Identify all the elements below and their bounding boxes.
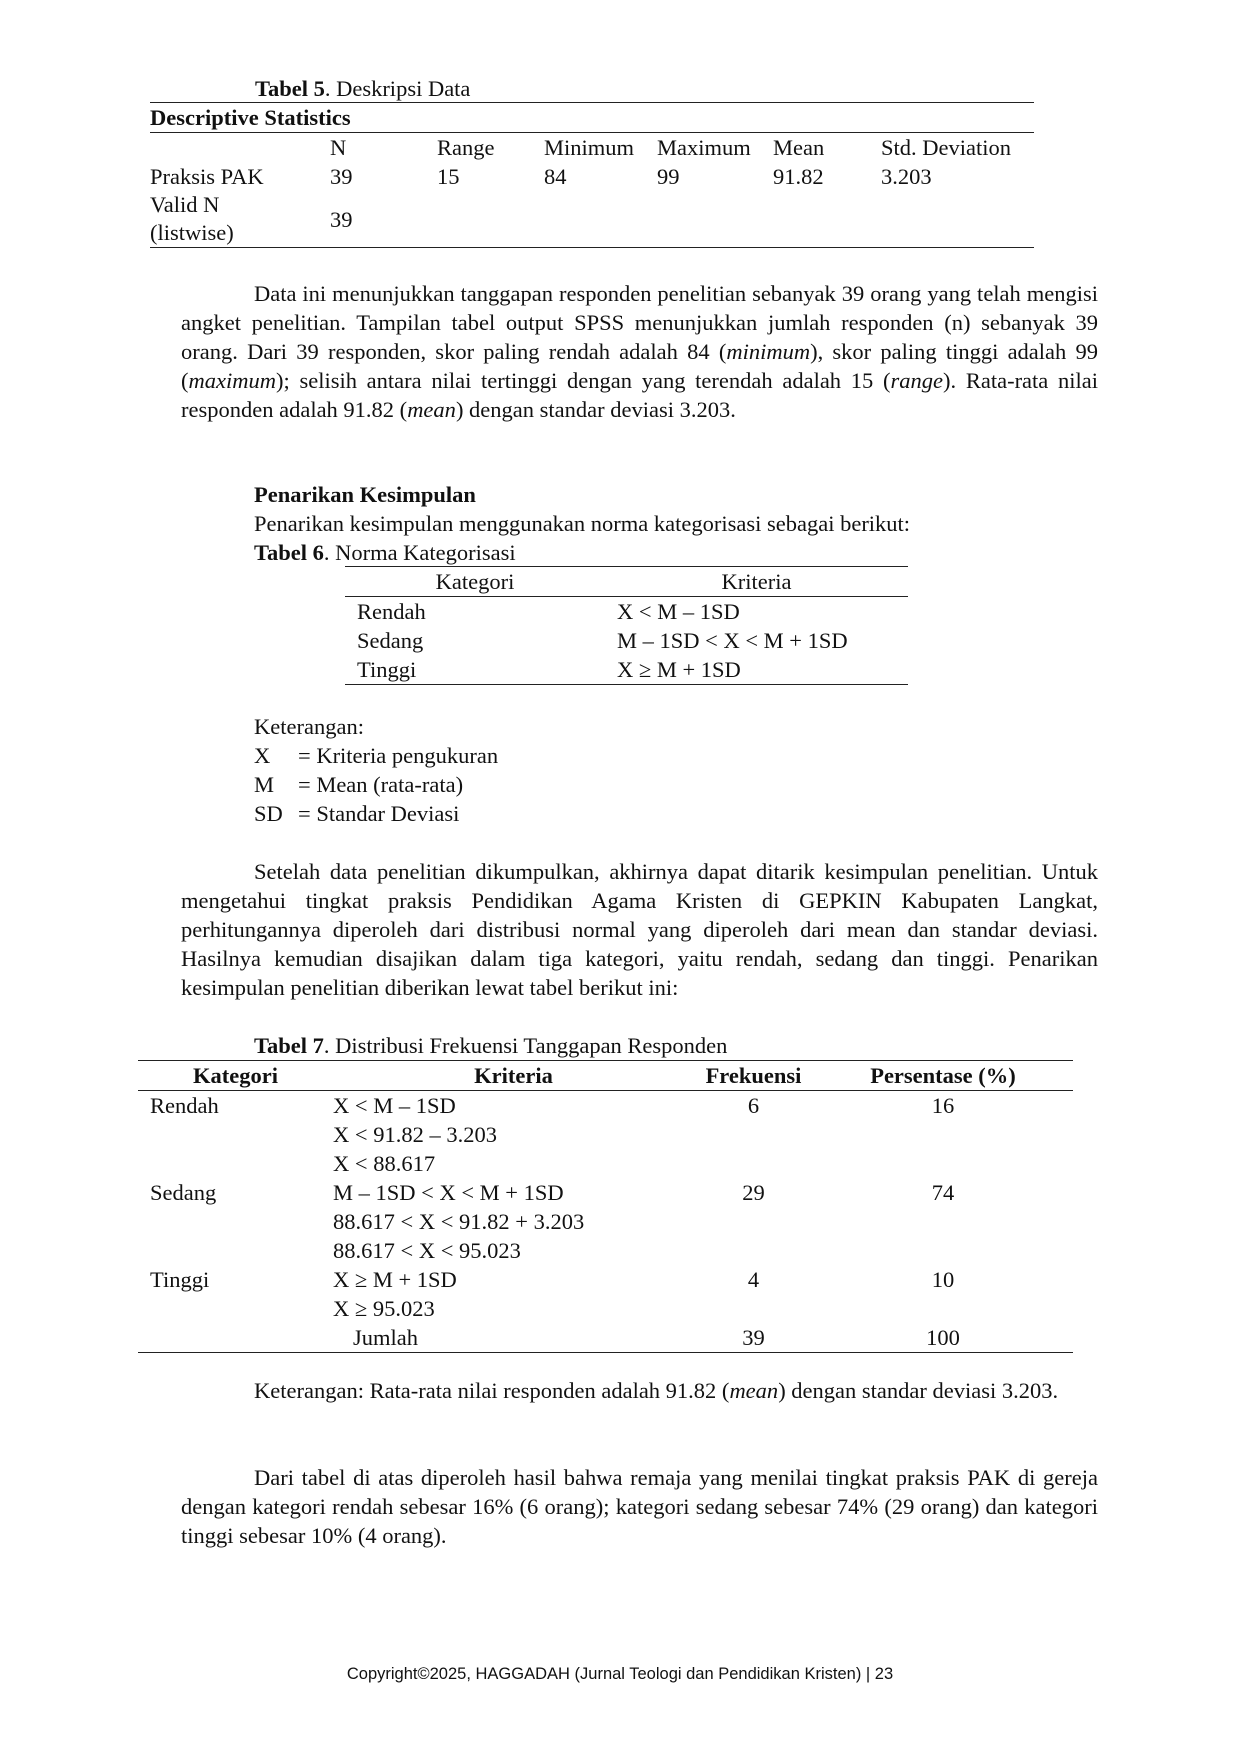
table5-col-range: Range bbox=[437, 135, 495, 160]
table6-cell: X < M – 1SD bbox=[617, 599, 740, 624]
table7-kriteria: X < 91.82 – 3.203 bbox=[333, 1122, 497, 1147]
table7-note: Keterangan: Rata-rata nilai responden adalah 91.82 (mean) dengan standar deviasi 3.203. bbox=[254, 1378, 1059, 1403]
table6-cell: M – 1SD < X < M + 1SD bbox=[617, 628, 848, 653]
table6-cell: Sedang bbox=[357, 628, 424, 653]
descriptive-statistics-table bbox=[150, 102, 1034, 248]
table-row bbox=[345, 597, 908, 627]
table6-col-kriteria: Kriteria bbox=[605, 567, 908, 597]
table7-caption: Tabel 7. Distribusi Frekuensi Tanggapan Responden bbox=[254, 1033, 728, 1058]
legend-item: SD = Standar Deviasi bbox=[254, 801, 460, 826]
table5-valid-n: 39 bbox=[330, 191, 437, 248]
table7-kriteria: X < 88.617 bbox=[333, 1151, 436, 1176]
table5-valid-label: Valid N (listwise) bbox=[150, 191, 330, 248]
table5-cell: 91.82 bbox=[773, 164, 824, 189]
legend bbox=[254, 712, 498, 828]
table7-kriteria: 88.617 < X < 95.023 bbox=[333, 1238, 521, 1263]
table7-col-persentase: Persentase (%) bbox=[813, 1061, 1073, 1091]
table7-col-kategori: Kategori bbox=[138, 1061, 333, 1091]
paragraph-hasil: Dari tabel di atas diperoleh hasil bahwa remaja yang menilai tingkat praksis PAK di gereja dengan kategori rendah sebesar 16% (6 orang); kategori sedang sebesar 74% (29 orang) dan kategori tinggi sebesar 10% (4 orang). bbox=[181, 1465, 1098, 1548]
table-row bbox=[138, 1178, 1073, 1207]
table5-heading: Descriptive Statistics bbox=[150, 103, 1034, 133]
section-intro: Penarikan kesimpulan menggunakan norma kategorisasi sebagai berikut: bbox=[254, 511, 911, 536]
table7-kategori: Sedang bbox=[150, 1180, 217, 1205]
table6-caption: Tabel 6. Norma Kategorisasi bbox=[254, 540, 516, 565]
table-row bbox=[138, 1265, 1073, 1294]
table5-col-std-deviation: Std. Deviation bbox=[881, 135, 1011, 160]
table7-kriteria: 88.617 < X < 91.82 + 3.203 bbox=[333, 1209, 585, 1234]
table5-col-n: N bbox=[330, 135, 347, 160]
table7-kategori: Tinggi bbox=[150, 1267, 210, 1292]
table7-kriteria: X < M – 1SD bbox=[333, 1093, 456, 1118]
table-row bbox=[150, 162, 1034, 191]
section-heading: Penarikan Kesimpulan bbox=[254, 482, 476, 507]
table-row bbox=[345, 655, 908, 685]
table-row-total bbox=[138, 1323, 1073, 1353]
table7-frekuensi: 6 bbox=[747, 1093, 760, 1118]
table6-cell: Rendah bbox=[357, 599, 426, 624]
table6-cell: Tinggi bbox=[345, 655, 605, 685]
table-row bbox=[138, 1207, 1073, 1236]
table5-cell: 84 bbox=[544, 164, 567, 189]
table7-col-frekuensi: Frekuensi bbox=[694, 1061, 813, 1091]
paragraph-kesimpulan: Setelah data penelitian dikumpulkan, akhirnya dapat ditarik kesimpulan penelitian. Untuk mengetahui tingkat praksis Pendidikan Agama Kristen di GEPKIN Kabupaten Langkat, perhitungannya diperoleh dari distribusi normal yang diperoleh dari mean dan standar deviasi. Hasilnya kemudian disajikan dalam tiga kategori, yaitu rendah, sedang dan tinggi. Penarikan kesimpulan penelitian diberikan lewat tabel berikut ini: bbox=[181, 859, 1098, 1000]
table-row bbox=[138, 1120, 1073, 1149]
table-row bbox=[138, 1294, 1073, 1323]
legend-title: Keterangan: bbox=[254, 714, 364, 739]
table5-cell: 99 bbox=[657, 164, 680, 189]
table5-cell: 39 bbox=[330, 164, 353, 189]
table7-persentase: 10 bbox=[931, 1267, 955, 1292]
table7-frekuensi: 4 bbox=[747, 1267, 760, 1292]
table5-col-maximum: Maximum bbox=[657, 135, 751, 160]
table7-total-frekuensi: 39 bbox=[694, 1323, 813, 1353]
table7-kriteria: X ≥ 95.023 bbox=[333, 1296, 435, 1321]
table7-total-label: Jumlah bbox=[333, 1323, 694, 1353]
table5-col-mean: Mean bbox=[773, 135, 825, 160]
table-row bbox=[138, 1149, 1073, 1178]
page-footer: Copyright©2025, HAGGADAH (Jurnal Teologi dan Pendidikan Kristen) | 23 bbox=[346, 1665, 894, 1683]
table7-persentase: 74 bbox=[931, 1180, 955, 1205]
table7-kriteria: M – 1SD < X < M + 1SD bbox=[333, 1180, 564, 1205]
table5-cell: Praksis PAK bbox=[150, 164, 264, 189]
table7-kriteria: X ≥ M + 1SD bbox=[333, 1267, 457, 1292]
paragraph-descriptive: Data ini menunjukkan tanggapan responden penelitian sebanyak 39 orang yang telah mengisi angket penelitian. Tampilan tabel output SPSS menunjukkan jumlah responden (n) sebanyak 39 orang. Dari 39 responden, skor paling rendah adalah 84 (minimum), skor paling tinggi adalah 99 (maximum); selisih antara nilai tertinggi dengan yang terendah adalah 15 (range). Rata-rata nilai responden adalah 91.82 (mean) dengan standar deviasi 3.203. bbox=[181, 281, 1098, 422]
table7-total-persentase: 100 bbox=[813, 1323, 1073, 1353]
table-row bbox=[138, 1091, 1073, 1121]
table5-cell: 15 bbox=[437, 164, 460, 189]
table7-kategori: Rendah bbox=[150, 1093, 219, 1118]
table6-col-kategori: Kategori bbox=[345, 567, 605, 597]
table7-col-kriteria: Kriteria bbox=[333, 1061, 694, 1091]
table5-cell: 3.203 bbox=[881, 164, 932, 189]
table-row bbox=[150, 191, 1034, 248]
table7-persentase: 16 bbox=[931, 1093, 955, 1118]
table7-frekuensi: 29 bbox=[742, 1180, 765, 1205]
distribusi-frekuensi-table bbox=[138, 1060, 1073, 1353]
table5-caption: Tabel 5. Deskripsi Data bbox=[255, 76, 471, 101]
table-row bbox=[345, 626, 908, 655]
table5-col-minimum: Minimum bbox=[544, 135, 635, 160]
legend-item: X = Kriteria pengukuran bbox=[254, 743, 499, 768]
norma-kategorisasi-table bbox=[345, 566, 908, 685]
legend-item: M = Mean (rata-rata) bbox=[254, 772, 464, 797]
table-row bbox=[138, 1236, 1073, 1265]
table6-cell: X ≥ M + 1SD bbox=[605, 655, 908, 685]
table5-col-blank bbox=[150, 133, 330, 163]
